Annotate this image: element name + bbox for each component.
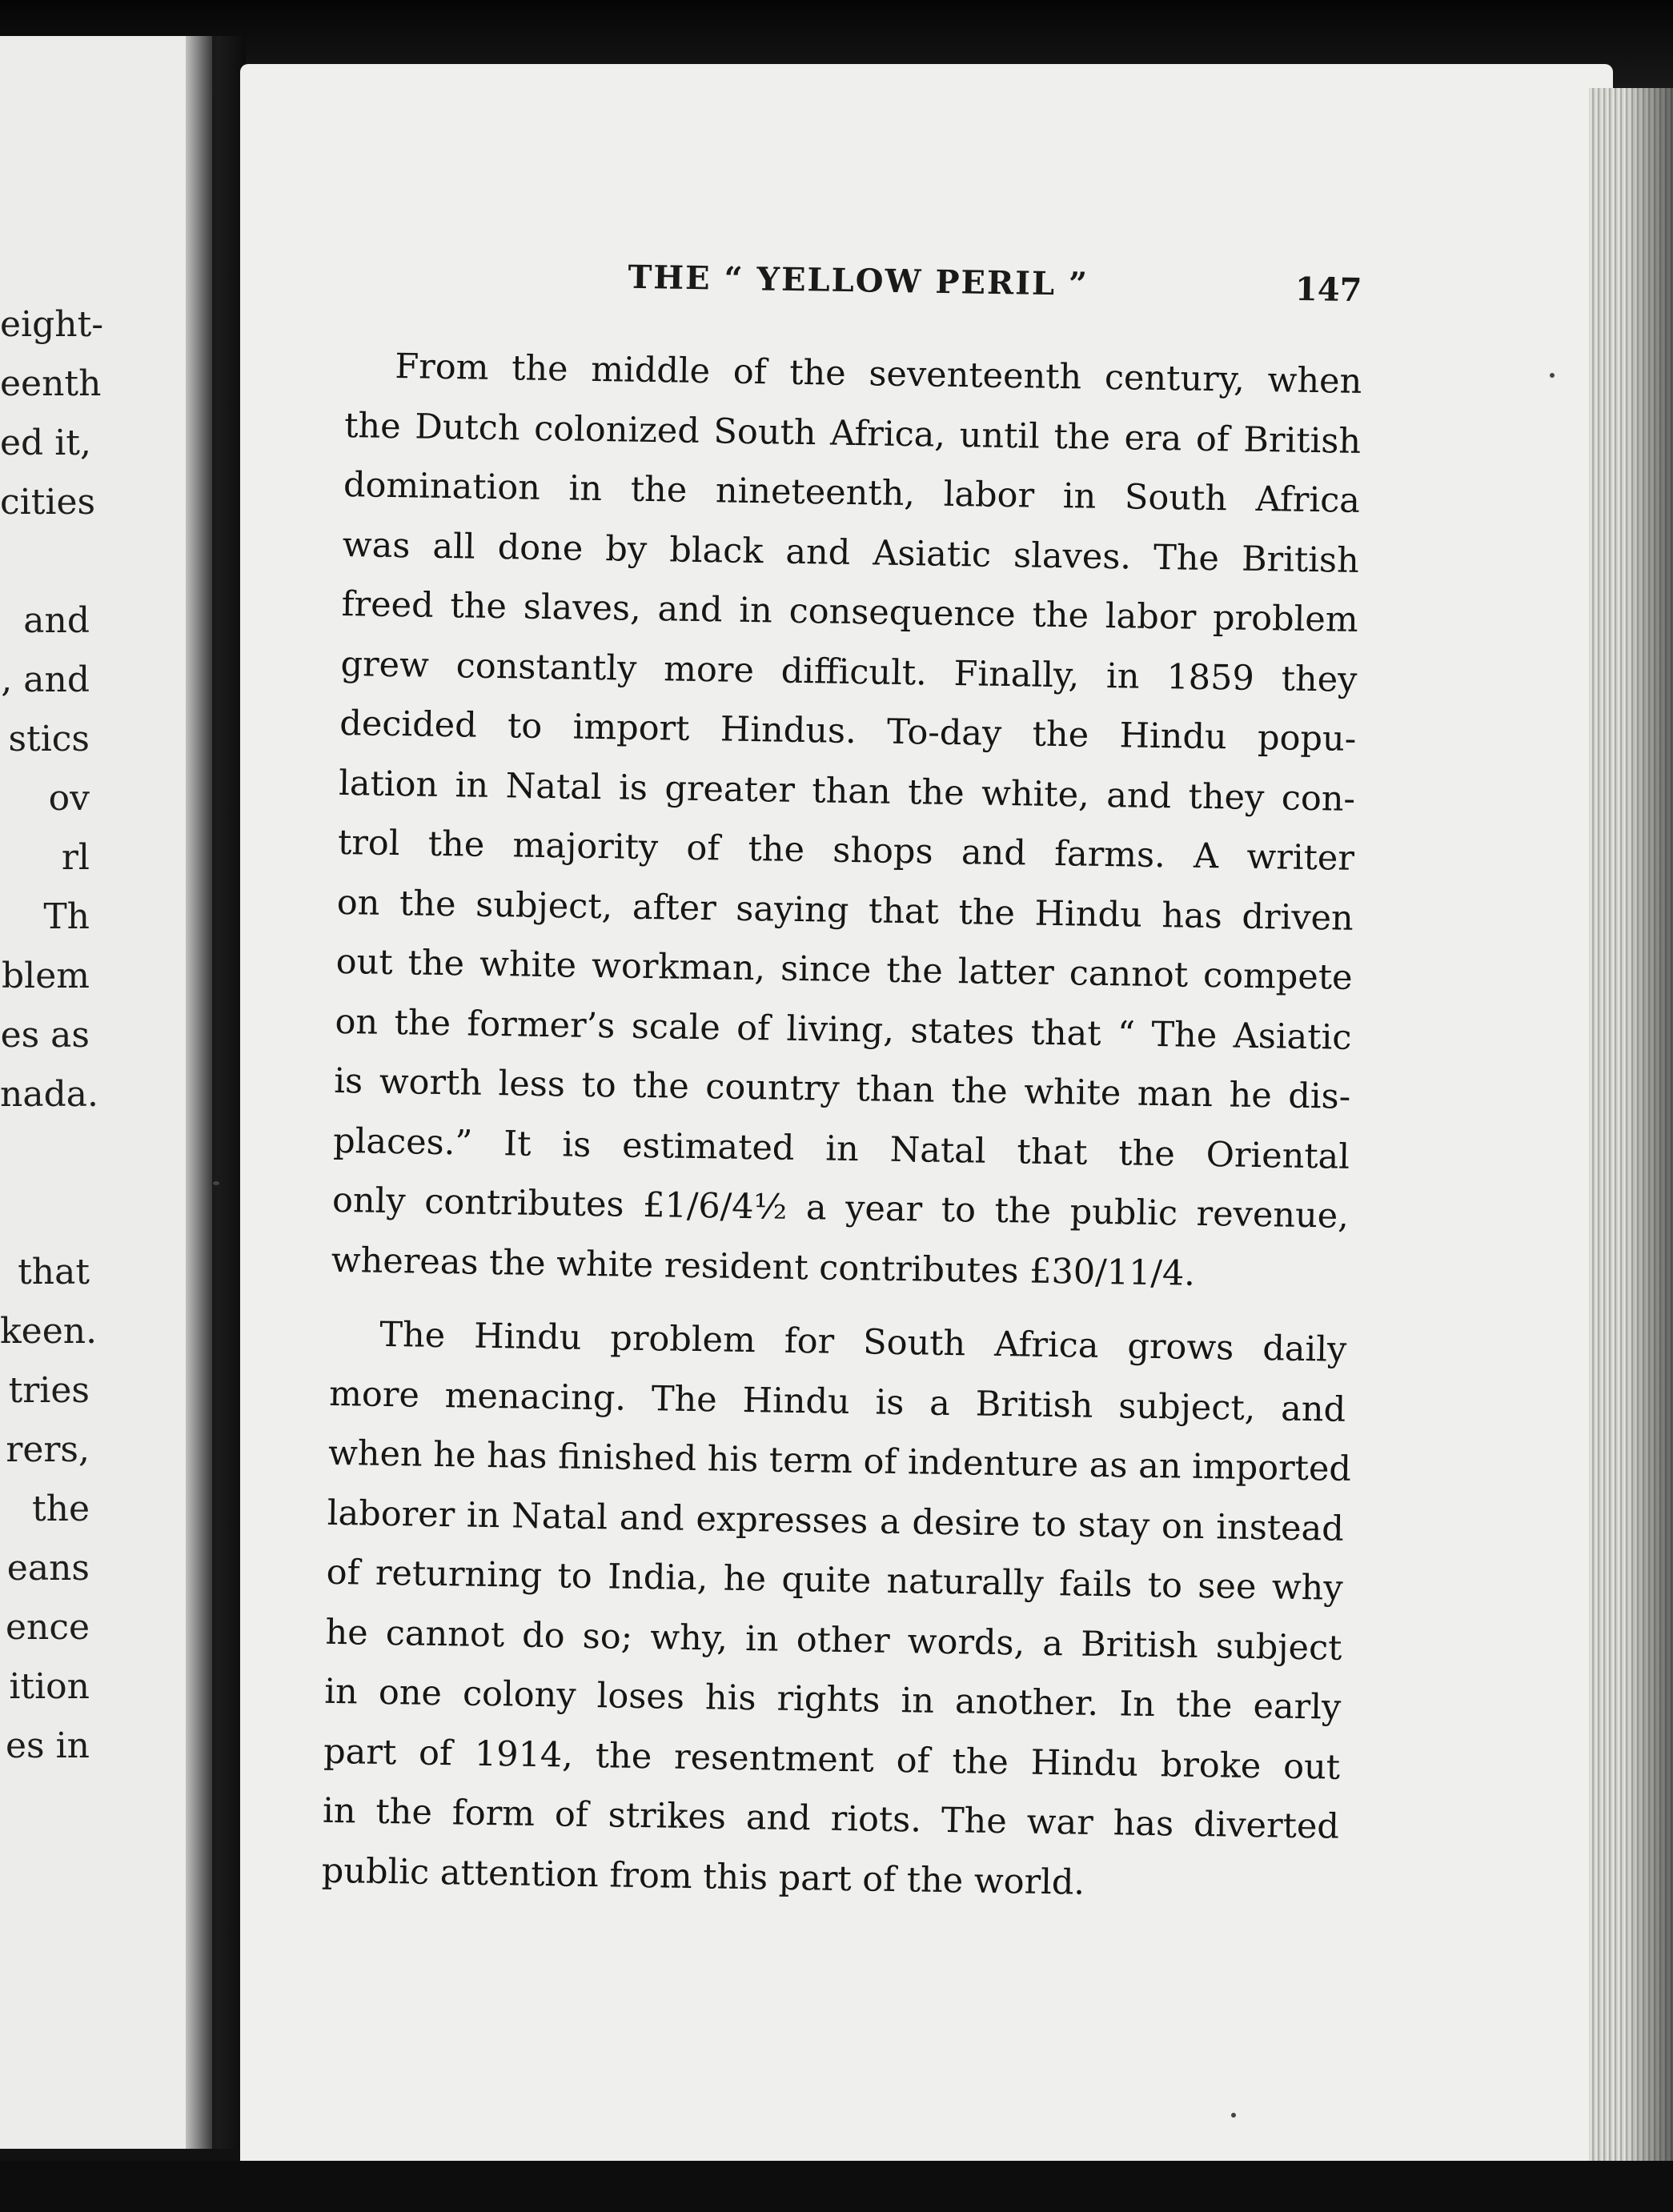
left-facing-page (0, 36, 212, 2149)
left-page-fragment: rers, (6, 1429, 90, 1470)
text-line: only contributes £1/6/4½ a year to the public revenue, (331, 1180, 1350, 1236)
left-page-fragment: keen. (0, 1311, 98, 1352)
text-line: was all done by black and Asiatic slaves. The British (342, 524, 1360, 581)
text-line: on the subject, after saying that the Hindu has driven (336, 882, 1354, 939)
left-page-fragment: eans (6, 1548, 90, 1589)
left-page-text (0, 0, 212, 2113)
text-line: From the middle of the seventeenth century, when (395, 346, 1362, 402)
left-page-fragment: es in (5, 1725, 90, 1766)
text-line: places.” It is estimated in Natal that the Oriental (332, 1120, 1350, 1177)
page-number: 147 (1294, 270, 1362, 310)
left-page-fragment: and (23, 600, 90, 641)
text-line: of returning to India, he quite naturally fails to see why (326, 1552, 1343, 1609)
text-line: in one colony loses his rights in another. In the early (323, 1671, 1342, 1728)
text-line: lation in Natal is greater than the white, and they con- (338, 763, 1356, 819)
text-line: when he has finished his term of indenture as an imported (327, 1433, 1352, 1489)
text-line: grew constantly more difficult. Finally, in 1859 they (340, 643, 1358, 700)
text-line: more menacing. The Hindu is a British subject, and (328, 1373, 1346, 1430)
left-page-fragment: rl (61, 837, 90, 878)
left-page-fragment: ed it, (0, 423, 91, 463)
paragraph (331, 336, 1362, 1306)
text-line: the Dutch colonized South Africa, until the era of British (343, 405, 1362, 462)
left-page-fragment: that (18, 1252, 90, 1292)
left-page-fragment: the (31, 1489, 90, 1529)
text-line: is worth less to the country than the white man he dis- (333, 1060, 1351, 1117)
left-page-fragment: , and (1, 659, 90, 700)
text-line: The Hindu problem for South Africa grows daily (379, 1314, 1347, 1370)
bottom-shadow (0, 2161, 1673, 2212)
dust-speck (1550, 373, 1555, 378)
body-text (321, 336, 1362, 1917)
page-edges-shadow (1625, 88, 1673, 2212)
left-page-fragment: nada. (0, 1074, 98, 1115)
left-page-fragment: ence (5, 1607, 90, 1648)
text-line: trol the majority of the shops and farms. A writer (337, 822, 1355, 879)
dust-speck (213, 1181, 219, 1185)
text-line: decided to import Hindus. To-day the Hindu popu- (339, 703, 1357, 759)
text-line: on the former’s scale of living, states that “ The Asiatic (335, 1001, 1352, 1058)
paragraph (321, 1304, 1352, 1917)
text-line: he cannot do so; why, in other words, a British subject (325, 1612, 1342, 1669)
gutter-shadow (186, 36, 246, 2149)
left-page-fragment: eight- (0, 304, 104, 345)
text-line: out the white workman, since the latter cannot compete (335, 941, 1353, 998)
dust-speck (1231, 2113, 1236, 2118)
left-page-fragment: blem (2, 956, 90, 996)
running-head-title: THE “ YELLOW PERIL ” (628, 258, 1089, 303)
left-page-fragment: tries (8, 1370, 90, 1411)
text-line: domination in the nineteenth, labor in South Africa (343, 464, 1361, 521)
left-page-fragment: ition (9, 1666, 90, 1707)
left-page-fragment: ov (48, 778, 90, 819)
left-page-fragment: Th (43, 896, 90, 937)
text-line: in the form of strikes and riots. The war has diverted (322, 1790, 1340, 1847)
text-line: part of 1914, the resentment of the Hindu broke out (323, 1731, 1341, 1788)
text-line: whereas the white resident contributes £30/11/4. (331, 1240, 1196, 1294)
text-line: public attention from this part of the world. (321, 1850, 1085, 1903)
left-page-fragment: stics (8, 719, 90, 759)
left-page-fragment: eenth (0, 363, 102, 404)
left-page-fragment: es as (0, 1015, 90, 1056)
left-page-fragment: cities (0, 482, 96, 523)
text-line: laborer in Natal and expresses a desire to stay on instead (327, 1493, 1345, 1549)
text-line: freed the slaves, and in consequence the labor problem (341, 583, 1358, 640)
